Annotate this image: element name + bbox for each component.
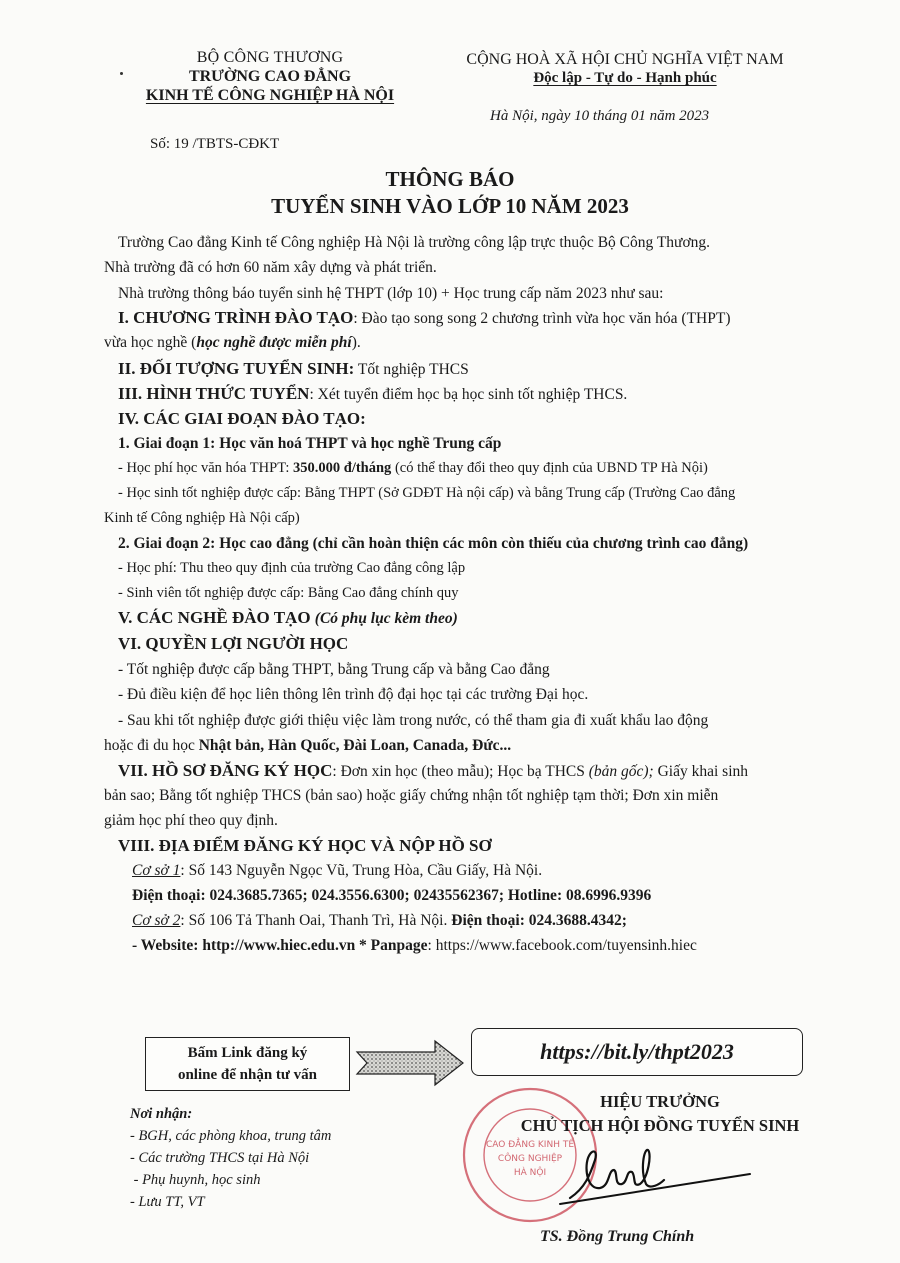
intro-paragraph-line2: Nhà trường đã có hơn 60 năm xây dựng và phát triển. <box>104 259 437 276</box>
svg-text:HÀ NỘI: HÀ NỘI <box>513 1168 547 1178</box>
benefit-item-3: - Sau khi tốt nghiệp được giới thiệu việc làm trong nước, có thể tham gia đi xuất khẩu lao động <box>118 712 709 729</box>
register-online-callout <box>145 1037 350 1091</box>
website-line <box>132 933 697 958</box>
section-3-heading: III. HÌNH THỨC TUYỂN <box>118 384 310 403</box>
campus-2 <box>132 908 627 933</box>
section-3-text: : Xét tuyển điểm học bạ học sinh tốt nghiệp THCS. <box>309 386 628 403</box>
section-1-line2-prefix: vừa học nghề ( <box>104 334 197 351</box>
phase-1-fee-amount: 350.000 đ/tháng <box>293 460 392 476</box>
section-5-heading: V. CÁC NGHỀ ĐÀO TẠO <box>118 608 315 627</box>
national-header <box>440 50 810 88</box>
section-7-line2: bản sao; Bằng tốt nghiệp THCS (bản sao) hoặc giấy chứng nhận tốt nghiệp tạm thời; Đơn xin miễn <box>104 787 719 804</box>
benefit-item-1: - Tốt nghiệp được cấp bằng THPT, bằng Trung cấp và bằng Cao đẳng <box>118 661 550 678</box>
fanpage-prefix: : https://www.facebook.com/ <box>427 937 607 954</box>
issuer-block <box>110 48 430 105</box>
school-name-line2: KINH TẾ CÔNG NGHIỆP HÀ NỘI <box>145 87 395 104</box>
phase-1-heading: 1. Giai đoạn 1: Học văn hoá THPT và học nghề Trung cấp <box>118 435 502 452</box>
benefit-item-2: - Đủ điều kiện để học liên thông lên trình độ đại học tại các trường Đại học. <box>118 686 589 703</box>
free-vocational-note: học nghề được miễn phí <box>196 334 352 351</box>
original-copy-note: (bản gốc); <box>588 763 654 780</box>
handwritten-signature-icon <box>540 1140 760 1210</box>
recipient-item: - Lưu TT, VT <box>130 1194 205 1210</box>
section-1 <box>118 305 730 331</box>
recipients-list <box>130 1103 331 1213</box>
phase-2-heading: 2. Giai đoạn 2: Học cao đẳng (chỉ cần hoàn thiện các môn còn thiếu của chương trình cao đẳng) <box>118 535 749 552</box>
campus-1-label: Cơ sở 1 <box>132 862 181 879</box>
intro-paragraph-line1: Trường Cao đẳng Kinh tế Công nghiệp Hà Nội là trường công lập trực thuộc Bộ Công Thương. <box>118 234 711 251</box>
appendix-note: (Có phụ lục kèm theo) <box>314 610 458 627</box>
national-motto: Độc lập - Tự do - Hạnh phúc <box>533 70 717 86</box>
section-7-text: : Đơn xin học (theo mẫu); Học bạ THCS <box>332 763 589 780</box>
section-8-heading: VIII. ĐỊA ĐIỂM ĐĂNG KÝ HỌC VÀ NỘP HỒ SƠ <box>118 836 492 855</box>
svg-text:CÔNG NGHIỆP: CÔNG NGHIỆP <box>497 1154 563 1164</box>
phase-2-fee: - Học phí: Thu theo quy định của trường Cao đẳng công lập <box>118 560 466 576</box>
recipient-item: - Các trường THCS tại Hà Nội <box>130 1150 310 1166</box>
campus-1-address: : Số 143 Nguyễn Ngọc Vũ, Trung Hòa, Cầu Giấy, Hà Nội. <box>180 862 543 879</box>
phase-1-cert-line2: Kinh tế Công nghiệp Hà Nội cấp) <box>104 510 300 526</box>
fanpage-handle[interactable]: tuyensinh.hiec <box>606 937 697 954</box>
benefit-item-3-line2 <box>104 733 511 758</box>
svg-text:CAO ĐẲNG KINH TẾ: CAO ĐẲNG KINH TẾ <box>485 1140 575 1150</box>
registration-link[interactable]: https://bit.ly/thpt2023 <box>471 1028 803 1076</box>
signer-title: HIỆU TRƯỞNG <box>600 1092 720 1111</box>
section-2-heading: II. ĐỐI TƯỢNG TUYỂN SINH: <box>118 359 355 378</box>
campus-2-label: Cơ sở 2 <box>132 912 181 929</box>
document-title: THÔNG BÁO <box>385 167 515 191</box>
signer-role: CHỦ TỊCH HỘI ĐỒNG TUYỂN SINH <box>520 1116 800 1135</box>
callout-line2: online để nhận tư vấn <box>177 1067 318 1083</box>
section-3 <box>118 381 627 407</box>
recipient-item: - Phụ huynh, học sinh <box>130 1172 261 1188</box>
school-name-line1: TRƯỜNG CAO ĐẲNG <box>188 68 352 85</box>
study-abroad-prefix: hoặc đi du học <box>104 737 199 754</box>
ministry-name: BỘ CÔNG THƯƠNG <box>196 49 344 66</box>
recipient-item: - BGH, các phòng khoa, trung tâm <box>130 1128 332 1144</box>
scan-speck <box>120 72 123 75</box>
campus-1-phones: Điện thoại: 024.3685.7365; 024.3556.6300; 02435562367; Hotline: 08.6996.9396 <box>132 887 652 904</box>
section-7-suffix: Giấy khai sinh <box>653 763 749 780</box>
document-number: Số: 19 /TBTS-CĐKT <box>150 136 280 152</box>
signer-name: TS. Đồng Trung Chính <box>540 1228 695 1245</box>
phase-1-cert-line1: - Học sinh tốt nghiệp được cấp: Bằng THPT (Sở GDĐT Hà nội cấp) và bằng Trung cấp (Trường Cao đẳng <box>118 485 736 501</box>
section-1-heading: I. CHƯƠNG TRÌNH ĐÀO TẠO <box>118 308 354 327</box>
section-6-heading: VI. QUYỀN LỢI NGƯỜI HỌC <box>118 634 349 653</box>
section-7-heading: VII. HỒ SƠ ĐĂNG KÝ HỌC <box>118 761 333 780</box>
document-date: Hà Nội, ngày 10 tháng 01 năm 2023 <box>490 108 710 124</box>
phase-2-cert: - Sinh viên tốt nghiệp được cấp: Bằng Cao đẳng chính quy <box>118 585 459 601</box>
campus-1 <box>132 858 542 883</box>
callout-line1: Bấm Link đăng ký <box>187 1045 308 1061</box>
section-7 <box>118 758 748 784</box>
intro-announcement: Nhà trường thông báo tuyển sinh hệ THPT (lớp 10) + Học trung cấp năm 2023 như sau: <box>118 285 664 302</box>
section-7-line3: giảm học phí theo quy định. <box>104 812 278 829</box>
section-1-line2 <box>104 330 361 355</box>
campus-2-address: : Số 106 Tả Thanh Oai, Thanh Trì, Hà Nội. <box>180 912 452 929</box>
section-4-heading: IV. CÁC GIAI ĐOẠN ĐÀO TẠO: <box>118 409 366 428</box>
website-link[interactable]: - Website: http://www.hiec.edu.vn * Panpage <box>132 937 428 954</box>
document-subtitle: TUYỂN SINH VÀO LỚP 10 NĂM 2023 <box>271 194 629 218</box>
section-2 <box>118 356 469 382</box>
section-2-text: Tốt nghiệp THCS <box>354 361 469 378</box>
section-5 <box>118 605 458 631</box>
arrow-right-icon <box>355 1038 465 1088</box>
campus-2-phone: Điện thoại: 024.3688.4342; <box>451 912 627 929</box>
phase-1-fee-label: - Học phí học văn hóa THPT: <box>118 460 293 476</box>
section-1-line2-suffix: ). <box>351 334 361 351</box>
section-1-text: : Đào tạo song song 2 chương trình vừa học văn hóa (THPT) <box>353 310 731 327</box>
study-abroad-countries: Nhật bản, Hàn Quốc, Đài Loan, Canada, Đức... <box>198 737 512 754</box>
phase-1-fee <box>118 456 708 481</box>
country-name: CỘNG HOÀ XÃ HỘI CHỦ NGHĨA VIỆT NAM <box>466 51 784 68</box>
phase-1-fee-note: (có thể thay đổi theo quy định của UBND TP Hà Nội) <box>391 460 708 476</box>
recipients-heading: Nơi nhận: <box>130 1106 193 1122</box>
